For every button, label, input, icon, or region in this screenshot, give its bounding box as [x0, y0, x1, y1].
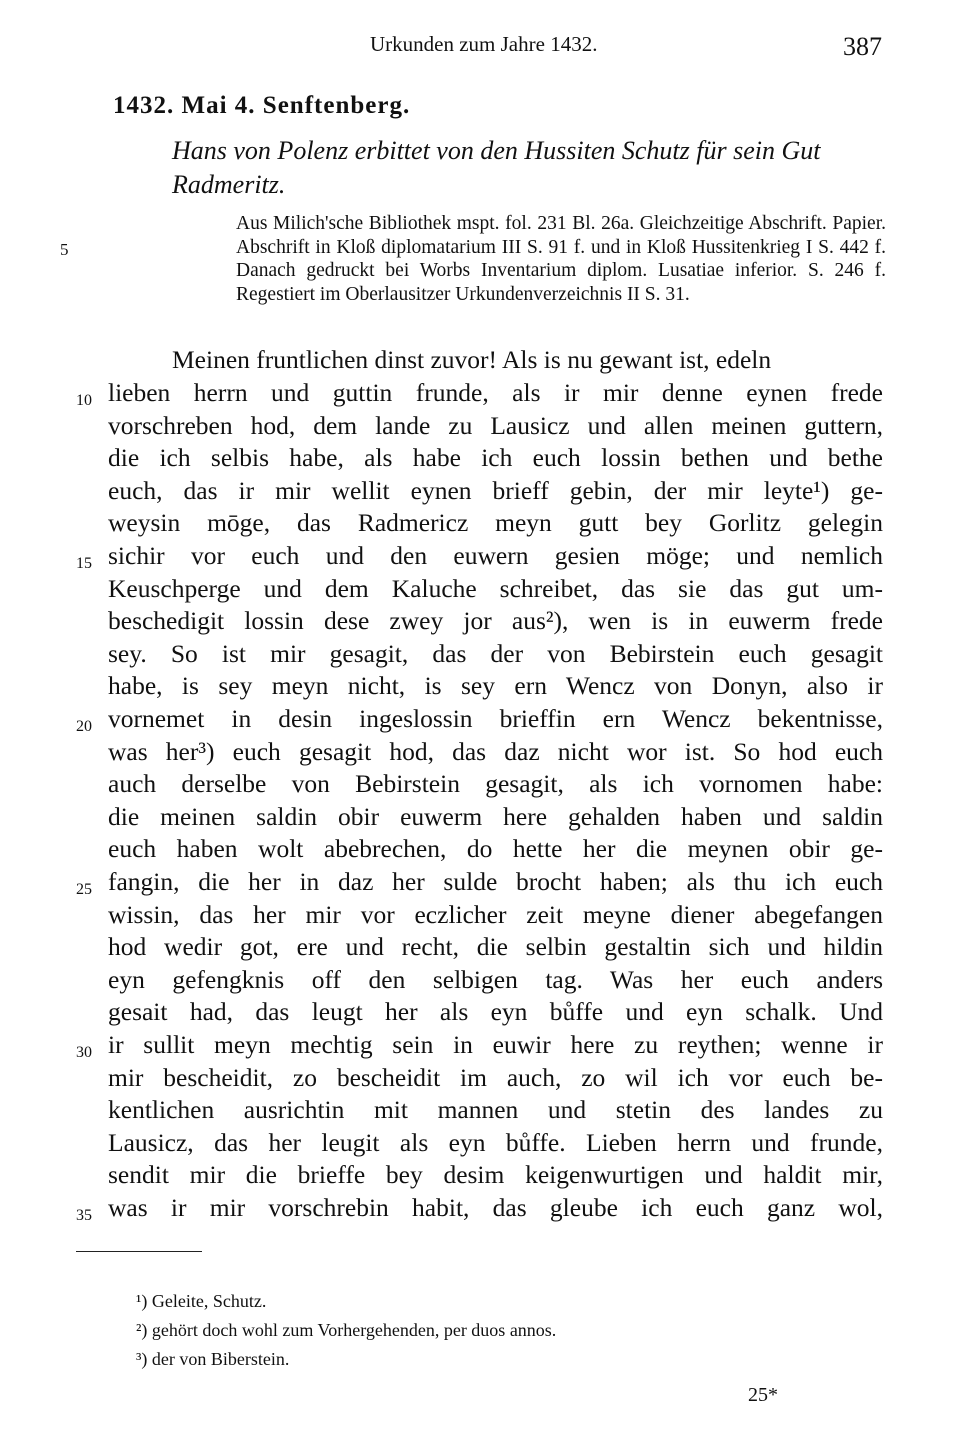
source-note: Aus Milich'sche Bibliothek mspt. fol. 231 Bl. 26a. Gleichzeitige Abschrift. Papier. Abschrift in Kloß diplomatarium III S. 91 f. und in Kloß Hussitenkrieg I S. 442 f. Danach gedruckt bei Worbs Inventarium diplom. Lusatiae inferior. S. 246 f. Regestiert im Oberlausitzer Urkundenverzeichnis II S. 31. [236, 213, 886, 305]
body-line: euch haben wolt abebrechen, do hette her die meynen obir ge- [108, 834, 883, 863]
footnote: ²) gehört doch wohl zum Vorhergehenden, per duos annos. [136, 1320, 557, 1340]
body-line: mir bescheidit, zo bescheidit im auch, zo wil ich vor euch be- [108, 1063, 883, 1092]
footnote-divider [76, 1251, 202, 1252]
body-line: vornemet in desin ingeslossin brieffin ern Wencz bekentnisse, [108, 704, 883, 733]
footnote: ³) der von Biberstein. [136, 1349, 290, 1369]
body-line: auch derselbe von Bebirstein gesagit, als ich vornomen habe: [108, 769, 883, 798]
body-line: weysin mōge, das Radmericz meyn gutt bey Gorlitz gelegin [108, 508, 883, 537]
printer-signature: 25* [748, 1384, 778, 1406]
running-title: Urkunden zum Jahre 1432. [370, 32, 598, 56]
body-line: sey. So ist mir gesagit, das der von Bebirstein euch gesagit [108, 639, 883, 668]
body-line: vorschreben hod, dem lande zu Lausicz und allen meinen guttern, [108, 411, 883, 440]
body-line: die meinen saldin obir euwerm here gehalden haben und saldin [108, 802, 883, 831]
body-line: was ir mir vorschrebin habit, das gleube ich euch ganz wol, [108, 1193, 883, 1222]
footnote: ¹) Geleite, Schutz. [136, 1291, 267, 1311]
body-line: ir sullit meyn mechtig sein in euwir here zu reythen; wenne ir [108, 1030, 883, 1059]
line-number: 5 [60, 240, 69, 259]
body-line: hod wedir got, ere und recht, die selbin gestaltin sich und hildin [108, 932, 883, 961]
body-line: habe, is sey meyn nicht, is sey ern Wencz von Donyn, also ir [108, 671, 883, 700]
body-line: wissin, das her mir vor eczlicher zeit meyne diener abegefangen [108, 900, 883, 929]
line-number: 25 [76, 881, 92, 898]
line-number: 15 [76, 555, 92, 572]
line-number: 30 [76, 1044, 92, 1061]
body-line: kentlichen ausrichtin mit mannen und stetin des landes zu [108, 1095, 883, 1124]
page-number: 387 [843, 32, 882, 61]
body-line: sendit mir die brieffe bey desim keigenwurtigen und haldit mir, [108, 1160, 883, 1189]
body-line: gesait had, das leugt her als eyn bůffe und eyn schalk. Und [108, 997, 883, 1026]
body-line: beschedigit lossin dese zwey jor aus²), wen is in euwerm frede [108, 606, 883, 635]
body-line: lieben herrn und guttin frunde, als ir mir denne eynen frede [108, 378, 883, 407]
body-line: die ich selbis habe, als habe ich euch lossin bethen und bethe [108, 443, 883, 472]
line-number: 20 [76, 718, 92, 735]
document-summary: Hans von Polenz erbittet von den Hussiten Schutz für sein Gut Radmeritz. [172, 136, 821, 199]
body-line: fangin, die her in daz her sulde brocht haben; als thu ich euch [108, 867, 883, 896]
body-line: euch, das ir mir wellit eynen brieff gebin, der mir leyte¹) ge- [108, 476, 883, 505]
line-number: 10 [76, 392, 92, 409]
line-number: 35 [76, 1207, 92, 1224]
body-line: sichir vor euch und den euwern gesien möge; und nemlich [108, 541, 883, 570]
body-line: was her³) euch gesagit hod, das daz nicht wor ist. So hod euch [108, 737, 883, 766]
document-date-line: 1432. Mai 4. Senftenberg. [113, 92, 411, 119]
body-line: eyn gefengknis off den selbigen tag. Was her euch anders [108, 965, 883, 994]
body-line: Lausicz, das her leugit als eyn bůffe. Lieben herrn und frunde, [108, 1128, 883, 1157]
body-line: Keuschperge und dem Kaluche schreibet, das sie das gut um- [108, 574, 883, 603]
body-line: Meinen fruntlichen dinst zuvor! Als is nu gewant ist, edeln [172, 345, 772, 374]
